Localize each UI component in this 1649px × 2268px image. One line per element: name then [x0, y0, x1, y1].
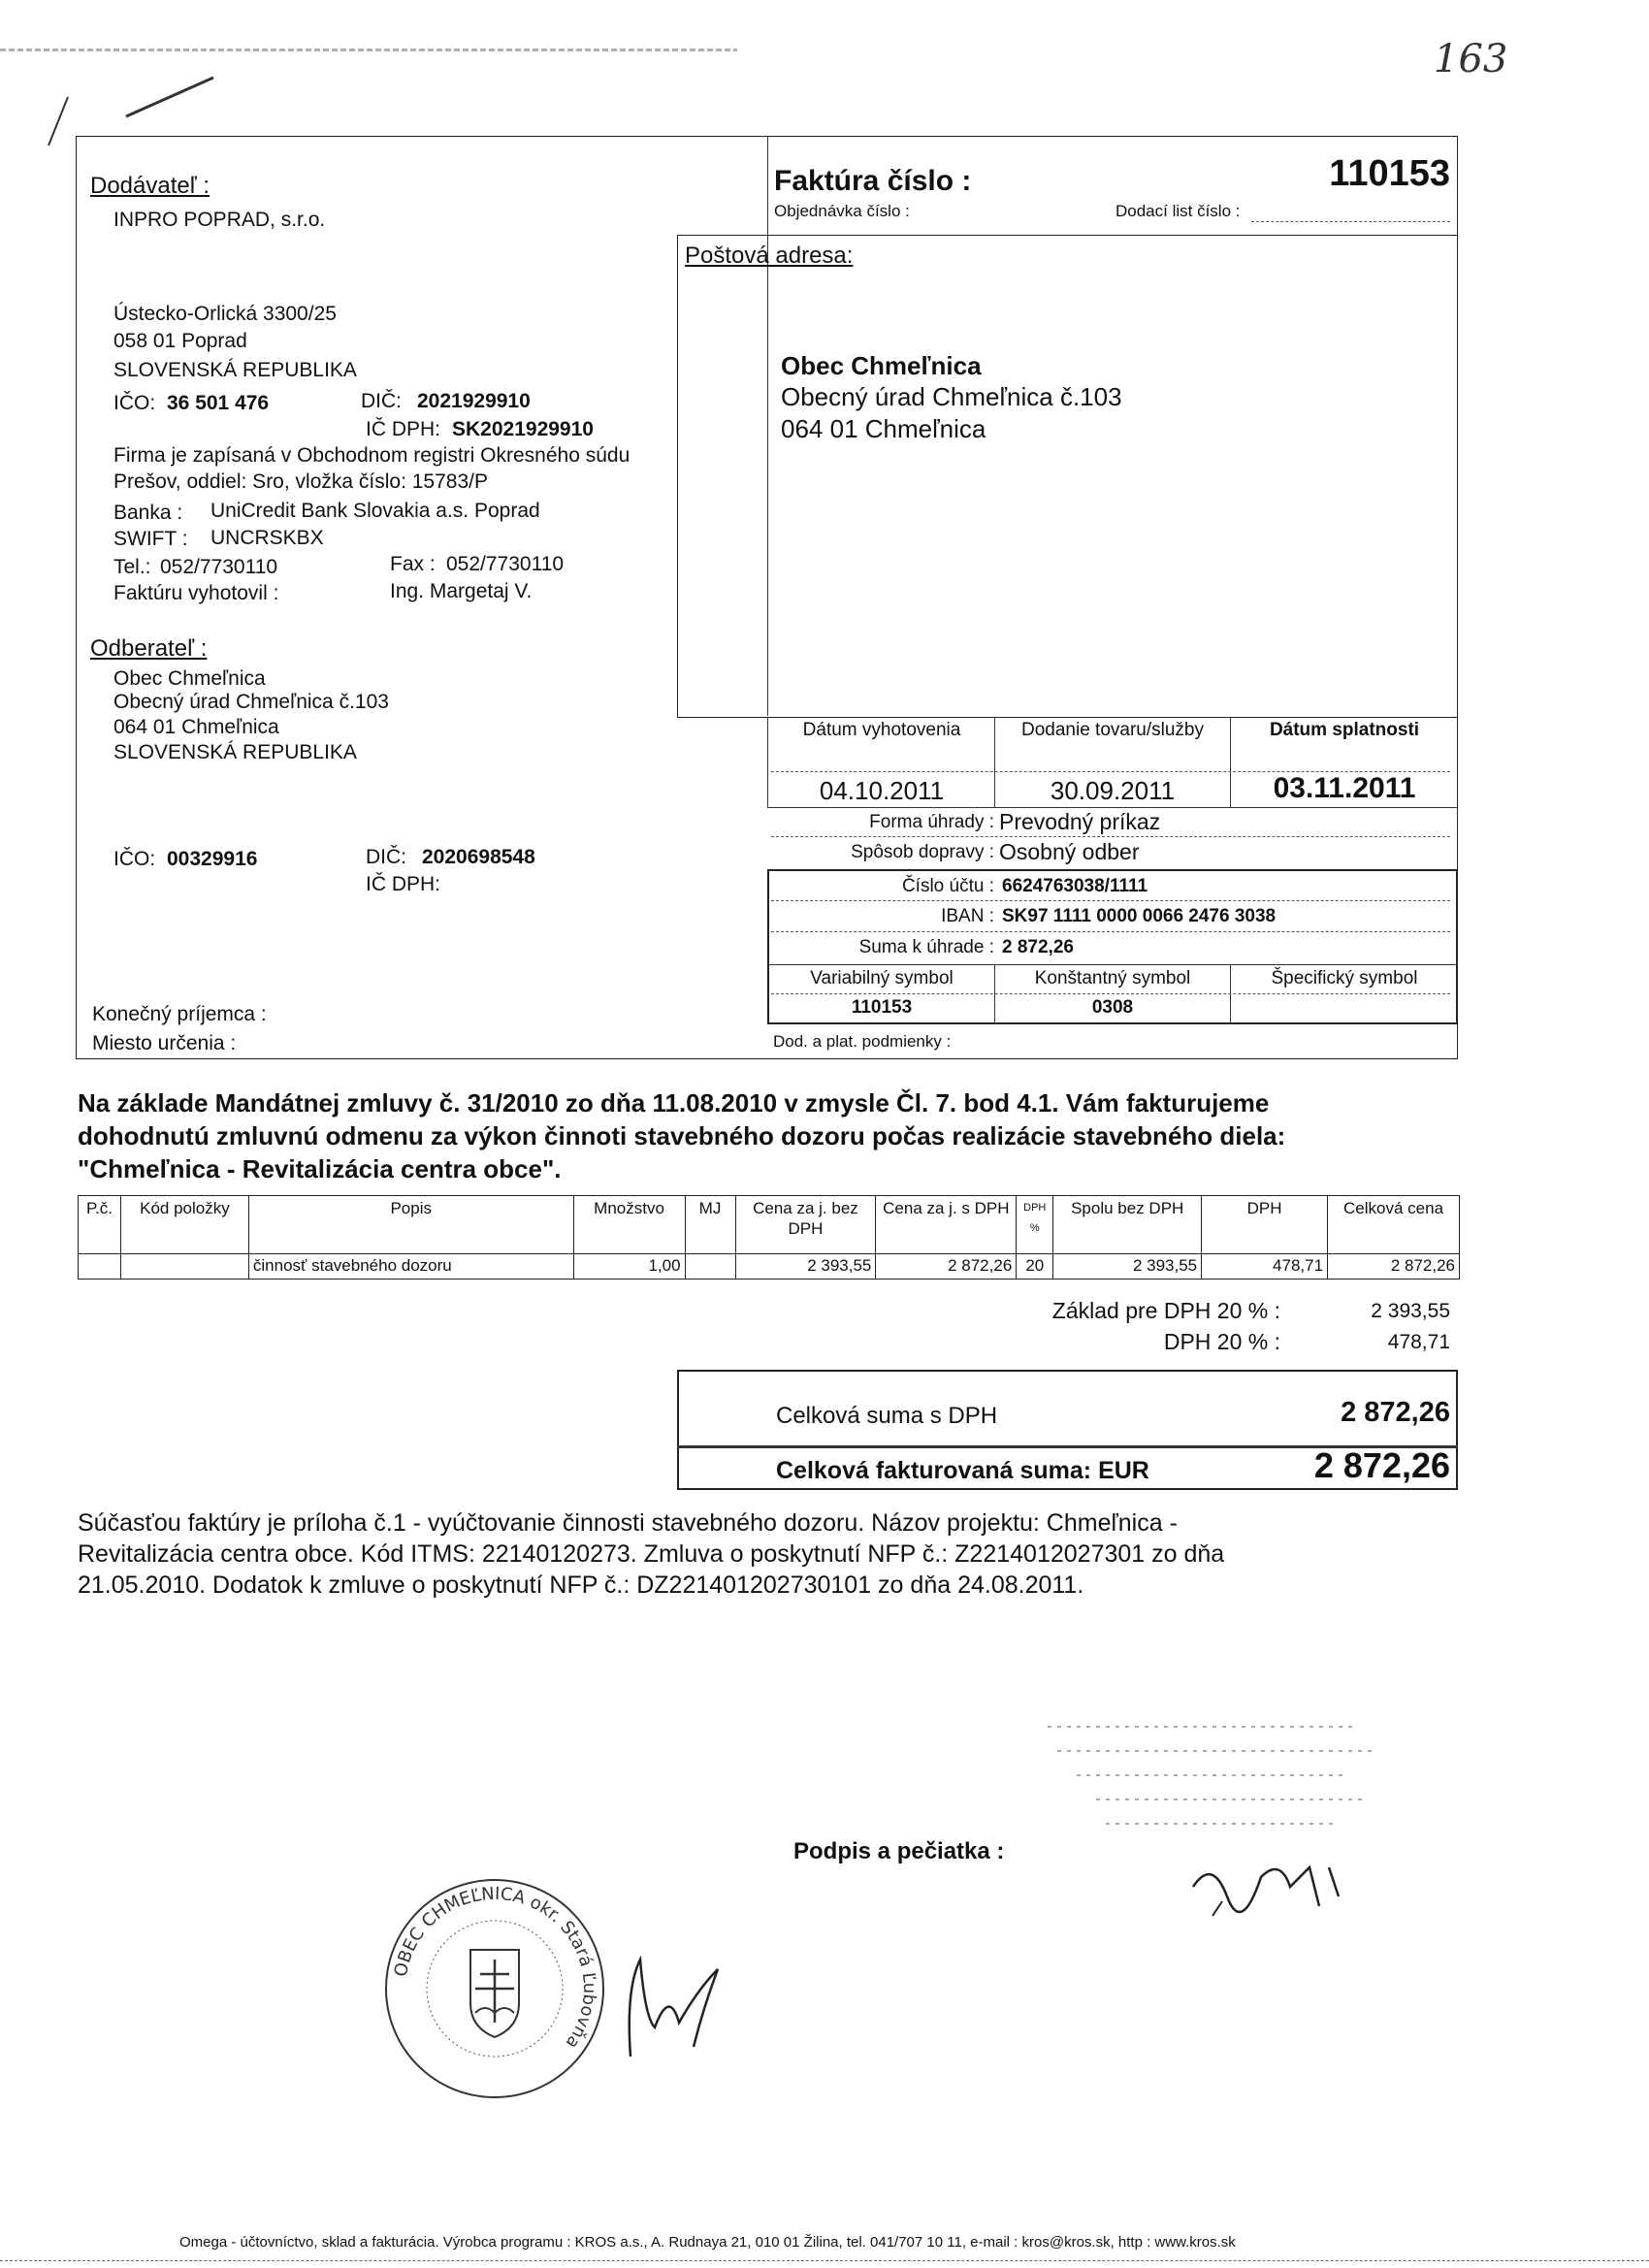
note-line-1: Súčasťou faktúry je príloha č.1 - vyúčtovanie činnosti stavebného dozoru. Názov projektu: Chmeľnica - — [78, 1509, 1178, 1537]
customer-heading: Odberateľ : — [90, 635, 208, 662]
amount-line — [767, 964, 1458, 965]
signature-label: Podpis a pečiatka : — [793, 1838, 1005, 1864]
vat-base: 2 393,55 — [1371, 1300, 1450, 1322]
final-recipient-label: Konečný príjemca : — [92, 1003, 267, 1025]
postal-heading: Poštová adresa: — [685, 243, 854, 269]
intro-line-1: Na základe Mandátnej zmluvy č. 31/2010 zo dňa 11.08.2010 v zmysle Čl. 7. bod 4.1. Vám fakturujeme — [78, 1088, 1270, 1118]
account-label: Číslo účtu : — [901, 876, 994, 896]
customer-ico-label: IČO: — [113, 848, 156, 870]
col-header-unit: MJ — [685, 1196, 735, 1254]
issue-date-label: Dátum vyhotovenia — [802, 720, 961, 740]
supplier-fax-label: Fax : — [390, 553, 436, 575]
specific-symbol-label: Špecifický symbol — [1271, 968, 1418, 988]
transport: Osobný odber — [999, 839, 1140, 864]
footer-text: Omega - účtovníctvo, sklad a fakturácia. Výrobca programu : KROS a.s., A. Rudnaya 21, 010 01 Žilina, tel. 041/707 10 11, e-mail : kros@kros.sk, http : www.kros.sk — [179, 2234, 1236, 2251]
vat: 478,71 — [1387, 1331, 1450, 1353]
items-header-row — [79, 1196, 1460, 1254]
dates-divider-1 — [994, 718, 995, 807]
col-header-total-net: Spolu bez DPH — [1053, 1196, 1202, 1254]
delivery-note-label: Dodací list číslo : — [1116, 202, 1241, 220]
note-line-2: Revitalizácia centra obce. Kód ITMS: 22140120273. Zmluva o poskytnutí NFP č.: Z2214012027301 zo dňa — [78, 1540, 1225, 1568]
supplier-country: SLOVENSKÁ REPUBLIKA — [113, 359, 357, 381]
destination-label: Miesto určenia : — [92, 1032, 237, 1054]
customer-name: Obec Chmeľnica — [113, 667, 266, 690]
customer-dic: 2020698548 — [422, 846, 535, 868]
cell-total-net: 2 393,55 — [1053, 1254, 1202, 1280]
signature-right — [1183, 1848, 1348, 1926]
note-line-3: 21.05.2010. Dodatok k zmluve o poskytnutí NFP č.: DZ221401202730101 zo dňa 24.08.2011. — [78, 1571, 1084, 1599]
cell-vat: 478,71 — [1202, 1254, 1328, 1280]
vat-label: DPH 20 % : — [1163, 1329, 1280, 1354]
cell-total: 2 872,26 — [1328, 1254, 1460, 1280]
amount-label: Suma k úhrade : — [858, 937, 994, 957]
cell-unit-price-net: 2 393,55 — [735, 1254, 876, 1280]
supplier-city: 058 01 Poprad — [113, 330, 247, 352]
dates-divider-2 — [1230, 718, 1231, 807]
cell-vat-rate: 20 — [1017, 1254, 1053, 1280]
supplier-issued-by: Ing. Margetaj V. — [390, 580, 533, 602]
faded-stamp — [1028, 1707, 1397, 1853]
symbols-line — [771, 993, 1450, 994]
table-row — [79, 1254, 1460, 1280]
intro-line-2: dohodnutú zmluvnú odmenu za výkon činnoti stavebného dozoru počas realizácie stavebného diela: — [78, 1121, 1286, 1150]
col-header-code: Kód položky — [120, 1196, 248, 1254]
payment-method-line — [771, 836, 1450, 837]
cell-quantity: 1,00 — [573, 1254, 685, 1280]
postal-address-box — [677, 235, 1458, 718]
invoice-number: 110153 — [1329, 153, 1450, 194]
supplier-tel: 052/7730110 — [160, 556, 278, 578]
supplier-ico-label: IČO: — [113, 392, 156, 414]
cell-unit — [685, 1254, 735, 1280]
supplier-fax: 052/7730110 — [446, 553, 565, 575]
iban: SK97 1111 0000 0066 2476 3038 — [1002, 906, 1277, 926]
intro-line-3: "Chmeľnica - Revitalizácia centra obce". — [78, 1154, 562, 1183]
due-date: 03.11.2011 — [1273, 772, 1416, 804]
cell-code — [120, 1254, 248, 1280]
cell-unit-price-gross: 2 872,26 — [876, 1254, 1017, 1280]
col-header-vat: DPH — [1202, 1196, 1328, 1254]
cell-description: činnosť stavebného dozoru — [248, 1254, 573, 1280]
customer-line1: Obecný úrad Chmeľnica č.103 — [113, 691, 389, 713]
supplier-bank: UniCredit Bank Slovakia a.s. Poprad — [210, 500, 540, 522]
supplier-ico: 36 501 476 — [167, 392, 270, 414]
postal-name: Obec Chmeľnica — [781, 351, 982, 380]
delivery-date-label: Dodanie tovaru/služby — [1021, 720, 1204, 740]
signature-left — [611, 1930, 737, 2066]
page-mark: 163 — [1434, 37, 1508, 81]
supplier-register-2: Prešov, oddiel: Sro, vložka číslo: 15783/P — [113, 470, 488, 493]
symbols-divider-2 — [1230, 964, 1231, 1024]
account: 6624763038/1111 — [1002, 876, 1148, 896]
postal-line2: 064 01 Chmeľnica — [781, 414, 986, 443]
supplier-street: Ústecko-Orlická 3300/25 — [113, 303, 337, 325]
iban-label: IBAN : — [941, 906, 994, 926]
scan-artifact-top — [0, 49, 737, 51]
amount: 2 872,26 — [1002, 937, 1074, 957]
postal-line1: Obecný úrad Chmeľnica č.103 — [781, 382, 1122, 411]
supplier-heading: Dodávateľ : — [90, 173, 210, 199]
variable-symbol-label: Variabilný symbol — [810, 968, 954, 988]
official-stamp — [378, 1872, 611, 2105]
payment-method: Prevodný príkaz — [999, 809, 1161, 834]
customer-dic-label: DIČ: — [366, 846, 406, 868]
grand-total: 2 872,26 — [1313, 1445, 1450, 1485]
supplier-tel-label: Tel.: — [113, 556, 151, 578]
supplier-swift: UNCRSKBX — [210, 527, 324, 549]
invoice-title: Faktúra číslo : — [774, 165, 972, 197]
col-header-unit-price-gross: Cena za j. s DPH — [876, 1196, 1017, 1254]
supplier-dic-label: DIČ: — [361, 390, 402, 412]
col-header-pc: P.č. — [79, 1196, 121, 1254]
order-line — [1251, 221, 1450, 222]
vat-base-label: Základ pre DPH 20 % : — [1051, 1298, 1280, 1323]
variable-symbol: 110153 — [851, 997, 913, 1018]
supplier-icdph-label: IČ DPH: — [366, 418, 441, 440]
delivery-date: 30.09.2011 — [1050, 776, 1176, 805]
col-header-quantity: Množstvo — [573, 1196, 685, 1254]
customer-icdph-label: IČ DPH: — [366, 873, 441, 895]
total: 2 872,26 — [1341, 1397, 1450, 1428]
grand-total-label: Celková fakturovaná suma: EUR — [776, 1457, 1149, 1484]
issue-date: 04.10.2011 — [819, 776, 945, 805]
conditions-label: Dod. a plat. podmienky : — [773, 1032, 952, 1051]
supplier-bank-label: Banka : — [113, 502, 183, 524]
customer-line2: 064 01 Chmeľnica — [113, 716, 279, 738]
constant-symbol-label: Konštantný symbol — [1034, 968, 1191, 988]
col-header-vat-rate: DPH % — [1017, 1196, 1053, 1254]
due-date-label: Dátum splatnosti — [1269, 720, 1420, 740]
footer-line — [0, 2260, 1649, 2261]
col-header-total: Celková cena — [1328, 1196, 1460, 1254]
supplier-swift-label: SWIFT : — [113, 528, 188, 550]
col-header-unit-price-net: Cena za j. bez DPH — [735, 1196, 876, 1254]
total-label: Celková suma s DPH — [776, 1403, 998, 1429]
supplier-register-1: Firma je zapísaná v Obchodnom registri Okresného súdu — [113, 444, 630, 467]
customer-ico: 00329916 — [167, 848, 258, 870]
symbols-divider-1 — [994, 964, 995, 1024]
dates-divider-0 — [767, 718, 768, 807]
transport-label: Spôsob dopravy : — [851, 842, 994, 862]
order-label: Objednávka číslo : — [774, 202, 910, 220]
items-table — [78, 1195, 1460, 1280]
supplier-name: INPRO POPRAD, s.r.o. — [113, 209, 326, 231]
account-line — [771, 900, 1450, 901]
supplier-icdph: SK2021929910 — [452, 418, 594, 440]
supplier-dic: 2021929910 — [417, 390, 531, 412]
iban-line — [771, 931, 1450, 932]
customer-country: SLOVENSKÁ REPUBLIKA — [113, 741, 357, 763]
cell-pc — [79, 1254, 121, 1280]
col-header-description: Popis — [248, 1196, 573, 1254]
supplier-issued-by-label: Faktúru vyhotovil : — [113, 582, 279, 604]
dates-bottom — [767, 807, 1458, 808]
payment-method-label: Forma úhrady : — [869, 812, 994, 832]
svg-text:OBEC CHMEĽNICA okr. Stará Ľubo: OBEC CHMEĽNICA okr. Stará Ľubovňa — [390, 1883, 600, 2053]
constant-symbol: 0308 — [1091, 997, 1134, 1018]
